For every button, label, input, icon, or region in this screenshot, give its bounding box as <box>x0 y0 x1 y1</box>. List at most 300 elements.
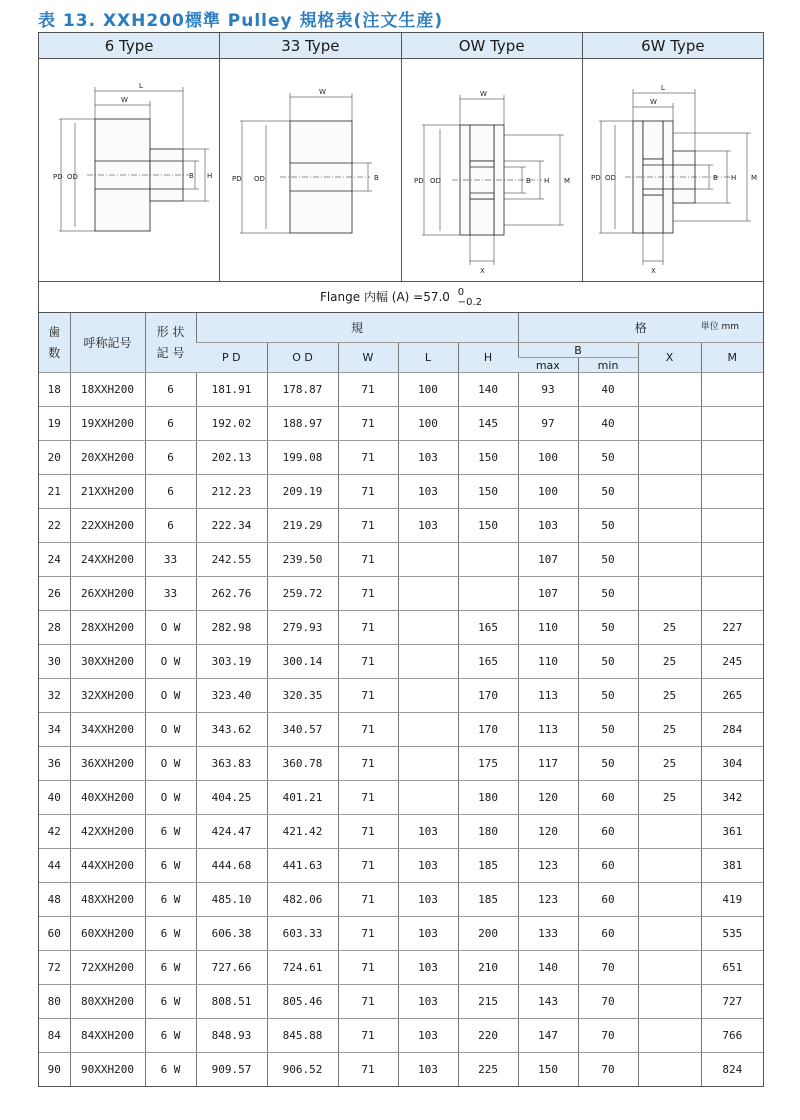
od-cell: 209.19 <box>267 475 338 509</box>
dim-od-label: OD <box>429 177 441 185</box>
w-cell: 71 <box>338 1019 398 1053</box>
table-row <box>39 951 763 985</box>
b-min-cell: 60 <box>578 917 638 951</box>
pd-cell: 485.10 <box>196 883 267 917</box>
spec-table <box>39 313 763 1086</box>
spec-table-body <box>39 373 763 1087</box>
drawing-33-type <box>220 59 401 281</box>
b-min-cell: 50 <box>578 747 638 781</box>
designation-cell: 20XXH200 <box>70 441 145 475</box>
table-row <box>39 645 763 679</box>
h-cell: 225 <box>458 1053 518 1087</box>
b-max-header: max <box>518 358 578 373</box>
l-cell: 103 <box>398 815 458 849</box>
shape-code-cell: 6 W <box>145 815 196 849</box>
drawing-6w-type <box>583 59 763 281</box>
drawing-6-type <box>39 59 220 281</box>
designation-cell: 21XXH200 <box>70 475 145 509</box>
shape-code-cell: O W <box>145 611 196 645</box>
l-cell <box>398 543 458 577</box>
m-cell: 651 <box>701 951 763 985</box>
teeth-count-cell: 80 <box>39 985 70 1019</box>
dim-pd-label: PD <box>232 175 242 183</box>
pulley-6w-type-drawing <box>583 59 764 281</box>
designation-cell: 44XXH200 <box>70 849 145 883</box>
l-cell: 103 <box>398 509 458 543</box>
b-max-cell: 133 <box>518 917 578 951</box>
table-row <box>39 373 763 407</box>
b-max-cell: 143 <box>518 985 578 1019</box>
b-max-cell: 147 <box>518 1019 578 1053</box>
m-cell <box>701 373 763 407</box>
h-cell: 140 <box>458 373 518 407</box>
shape-code-cell: 33 <box>145 543 196 577</box>
l-cell: 103 <box>398 1019 458 1053</box>
teeth-count-cell: 30 <box>39 645 70 679</box>
m-cell: 766 <box>701 1019 763 1053</box>
shape-code-cell: O W <box>145 645 196 679</box>
teeth-count-cell: 40 <box>39 781 70 815</box>
designation-cell: 24XXH200 <box>70 543 145 577</box>
table-row <box>39 917 763 951</box>
table-row <box>39 509 763 543</box>
l-cell: 100 <box>398 407 458 441</box>
dim-b-label: B <box>374 174 380 182</box>
dim-h-label: H <box>543 177 549 185</box>
pd-cell: 323.40 <box>196 679 267 713</box>
m-cell: 304 <box>701 747 763 781</box>
pd-cell: 282.98 <box>196 611 267 645</box>
pd-cell: 303.19 <box>196 645 267 679</box>
pd-cell: 212.23 <box>196 475 267 509</box>
x-cell <box>638 1053 701 1087</box>
b-min-cell: 70 <box>578 1053 638 1087</box>
od-cell: 279.93 <box>267 611 338 645</box>
shape-code-cell: 6 W <box>145 1053 196 1087</box>
designation-cell: 22XXH200 <box>70 509 145 543</box>
x-cell: 25 <box>638 611 701 645</box>
od-cell: 906.52 <box>267 1053 338 1087</box>
b-min-cell: 50 <box>578 441 638 475</box>
spec-sheet <box>38 32 764 1087</box>
pulley-6-type-drawing <box>39 59 220 281</box>
h-cell: 150 <box>458 509 518 543</box>
shape-code-cell: 6 <box>145 475 196 509</box>
teeth-count-cell: 34 <box>39 713 70 747</box>
pd-cell: 606.38 <box>196 917 267 951</box>
teeth-count-cell: 26 <box>39 577 70 611</box>
teeth-count-cell: 36 <box>39 747 70 781</box>
b-min-cell: 70 <box>578 951 638 985</box>
shape-code-cell: 6 <box>145 509 196 543</box>
designation-cell: 80XXH200 <box>70 985 145 1019</box>
od-cell: 805.46 <box>267 985 338 1019</box>
page-title: 表 13. XXH200標準 Pulley 規格表(注文生産) <box>38 11 444 31</box>
l-cell: 103 <box>398 917 458 951</box>
shape-code-cell: 6 <box>145 441 196 475</box>
table-row <box>39 747 763 781</box>
pulley-ow-type-drawing <box>402 59 583 281</box>
flange-tolerance <box>458 288 482 308</box>
pd-cell: 343.62 <box>196 713 267 747</box>
h-cell: 165 <box>458 645 518 679</box>
od-cell: 603.33 <box>267 917 338 951</box>
b-max-cell: 103 <box>518 509 578 543</box>
table-row <box>39 407 763 441</box>
m-cell <box>701 509 763 543</box>
b-min-cell: 60 <box>578 815 638 849</box>
w-cell: 71 <box>338 951 398 985</box>
w-header: W <box>338 343 398 373</box>
pd-cell: 909.57 <box>196 1053 267 1087</box>
b-max-cell: 107 <box>518 543 578 577</box>
designation-cell: 72XXH200 <box>70 951 145 985</box>
b-max-cell: 123 <box>518 849 578 883</box>
od-cell: 845.88 <box>267 1019 338 1053</box>
l-cell: 103 <box>398 441 458 475</box>
designation-cell: 48XXH200 <box>70 883 145 917</box>
w-cell: 71 <box>338 679 398 713</box>
x-cell <box>638 985 701 1019</box>
b-max-cell: 97 <box>518 407 578 441</box>
type-ow-heading: OW Type <box>402 33 583 59</box>
l-cell: 100 <box>398 373 458 407</box>
dim-w-label: W <box>121 96 128 104</box>
flange-tol-upper: 0 <box>457 286 465 298</box>
designation-cell: 40XXH200 <box>70 781 145 815</box>
b-min-cell: 70 <box>578 985 638 1019</box>
teeth-count-cell: 19 <box>39 407 70 441</box>
od-cell: 178.87 <box>267 373 338 407</box>
h-cell: 220 <box>458 1019 518 1053</box>
teeth-count-cell: 32 <box>39 679 70 713</box>
shape-code-cell: O W <box>145 713 196 747</box>
designation-cell: 36XXH200 <box>70 747 145 781</box>
dim-m-label: M <box>750 174 757 182</box>
h-cell: 185 <box>458 883 518 917</box>
shape-code-cell: 33 <box>145 577 196 611</box>
teeth-count-cell: 72 <box>39 951 70 985</box>
spec-group-left: 規 <box>196 313 518 343</box>
x-cell <box>638 407 701 441</box>
m-cell: 727 <box>701 985 763 1019</box>
b-max-cell: 120 <box>518 815 578 849</box>
teeth-count-cell: 90 <box>47 1063 61 1076</box>
b-max-cell: 140 <box>518 951 578 985</box>
flange-note <box>39 282 763 313</box>
x-cell <box>638 373 701 407</box>
shape-code-cell: 6 W <box>145 917 196 951</box>
teeth-count-cell: 20 <box>39 441 70 475</box>
shape-code-cell: 6 W <box>145 849 196 883</box>
b-min-cell: 40 <box>578 407 638 441</box>
m-cell: 284 <box>701 713 763 747</box>
w-cell: 71 <box>338 543 398 577</box>
dim-od-label: OD <box>67 173 78 181</box>
b-min-cell: 50 <box>578 509 638 543</box>
x-cell: 25 <box>638 679 701 713</box>
dim-w-label: W <box>319 88 327 96</box>
x-cell <box>638 883 701 917</box>
m-cell: 824 <box>701 1053 763 1087</box>
shape-code-cell: 6 W <box>145 951 196 985</box>
m-cell <box>701 577 763 611</box>
teeth-count-cell: 44 <box>39 849 70 883</box>
x-cell: 25 <box>638 747 701 781</box>
w-cell: 71 <box>338 713 398 747</box>
shape-code-header: 形 状 記 号 <box>145 313 196 373</box>
m-cell: 342 <box>701 781 763 815</box>
drawing-ow-type <box>402 59 583 281</box>
m-cell <box>701 441 763 475</box>
od-cell: 188.97 <box>267 407 338 441</box>
flange-text: Flange 内幅 (A) =57.0 <box>319 290 450 304</box>
m-cell <box>701 543 763 577</box>
h-cell: 170 <box>458 679 518 713</box>
l-cell <box>398 679 458 713</box>
m-cell <box>701 407 763 441</box>
designation-header: 呼称記号 <box>70 313 145 373</box>
od-cell: 421.42 <box>267 815 338 849</box>
w-cell: 71 <box>338 475 398 509</box>
b-max-cell: 113 <box>518 713 578 747</box>
b-min-cell: 60 <box>578 849 638 883</box>
h-cell <box>458 543 518 577</box>
spec-group-right-label: 格 <box>634 321 647 335</box>
w-cell: 71 <box>338 407 398 441</box>
h-cell: 185 <box>458 849 518 883</box>
b-min-cell: 50 <box>578 543 638 577</box>
type-33-heading: 33 Type <box>220 33 401 59</box>
b-max-cell: 113 <box>518 679 578 713</box>
w-cell: 71 <box>338 815 398 849</box>
b-header: B <box>518 343 638 358</box>
w-cell: 71 <box>338 509 398 543</box>
pulley-33-type-drawing <box>220 59 401 281</box>
shape-code-cell: 6 W <box>145 985 196 1019</box>
od-header: O D <box>267 343 338 373</box>
pd-cell: 181.91 <box>196 373 267 407</box>
dim-b-label: B <box>712 174 718 182</box>
x-header: X <box>638 343 701 373</box>
shape-code-cell: O W <box>145 781 196 815</box>
m-cell: 361 <box>701 815 763 849</box>
designation-cell: 19XXH200 <box>70 407 145 441</box>
od-cell: 239.50 <box>267 543 338 577</box>
b-min-cell: 50 <box>578 475 638 509</box>
w-cell: 71 <box>338 645 398 679</box>
teeth-count-cell: 22 <box>39 509 70 543</box>
table-row <box>39 713 763 747</box>
dim-h-label: H <box>207 172 213 180</box>
dim-od-label: OD <box>604 174 616 182</box>
designation-cell: 28XXH200 <box>70 611 145 645</box>
od-cell: 300.14 <box>267 645 338 679</box>
pd-cell: 262.76 <box>196 577 267 611</box>
h-cell: 170 <box>458 713 518 747</box>
l-cell <box>398 713 458 747</box>
teeth-header: 歯 数 <box>39 313 70 373</box>
teeth-count-cell: 48 <box>39 883 70 917</box>
l-cell: 103 <box>398 1053 458 1087</box>
table-row <box>39 475 763 509</box>
shape-code-cell: 6 W <box>145 883 196 917</box>
h-cell: 200 <box>458 917 518 951</box>
w-cell: 71 <box>338 985 398 1019</box>
x-cell: 25 <box>638 781 701 815</box>
dim-l-label: L <box>139 82 143 90</box>
b-min-cell: 60 <box>578 883 638 917</box>
od-cell: 219.29 <box>267 509 338 543</box>
type-header-row <box>39 33 763 59</box>
w-cell: 71 <box>338 849 398 883</box>
b-min-header: min <box>578 358 638 373</box>
m-cell: 245 <box>701 645 763 679</box>
dim-b-label: B <box>189 172 194 180</box>
shape-code-cell: O W <box>145 679 196 713</box>
table-row <box>39 985 763 1019</box>
table-row <box>39 849 763 883</box>
designation-cell: 90XXH200 <box>70 1053 145 1087</box>
teeth-count-cell: 24 <box>39 543 70 577</box>
h-cell: 165 <box>458 611 518 645</box>
table-row <box>39 441 763 475</box>
shape-code-cell: 6 W <box>145 1019 196 1053</box>
m-cell: 419 <box>701 883 763 917</box>
h-cell: 150 <box>458 475 518 509</box>
l-cell <box>398 611 458 645</box>
dim-od-label: OD <box>254 175 266 183</box>
l-cell <box>398 645 458 679</box>
od-cell: 340.57 <box>267 713 338 747</box>
x-cell <box>638 951 701 985</box>
type-6w-heading: 6W Type <box>583 33 763 59</box>
designation-cell: 84XXH200 <box>70 1019 145 1053</box>
b-max-cell: 120 <box>518 781 578 815</box>
x-cell <box>638 441 701 475</box>
l-cell <box>398 577 458 611</box>
h-cell: 215 <box>458 985 518 1019</box>
b-min-cell: 50 <box>578 679 638 713</box>
shape-code-cell: 6 <box>145 373 196 407</box>
dim-h-label: H <box>730 174 737 182</box>
b-min-cell: 40 <box>578 373 638 407</box>
designation-cell: 26XXH200 <box>70 577 145 611</box>
od-cell: 482.06 <box>267 883 338 917</box>
l-cell: 103 <box>398 951 458 985</box>
l-cell: 103 <box>398 475 458 509</box>
pd-cell: 363.83 <box>196 747 267 781</box>
h-cell <box>458 577 518 611</box>
h-cell: 145 <box>458 407 518 441</box>
m-cell: 535 <box>701 917 763 951</box>
b-min-cell: 50 <box>578 611 638 645</box>
w-cell: 71 <box>338 373 398 407</box>
table-row <box>39 1053 763 1087</box>
x-cell: 25 <box>638 645 701 679</box>
l-cell <box>398 781 458 815</box>
b-min-cell: 50 <box>578 645 638 679</box>
b-max-cell: 93 <box>518 373 578 407</box>
b-max-cell: 110 <box>518 611 578 645</box>
dim-pd-label: PD <box>413 177 424 185</box>
pd-header: P D <box>196 343 267 373</box>
designation-cell: 34XXH200 <box>70 713 145 747</box>
h-cell: 175 <box>458 747 518 781</box>
b-max-cell: 110 <box>518 645 578 679</box>
w-cell: 71 <box>338 917 398 951</box>
pd-cell: 808.51 <box>196 985 267 1019</box>
l-cell: 103 <box>398 883 458 917</box>
l-cell: 103 <box>398 985 458 1019</box>
table-row <box>39 679 763 713</box>
m-header: M <box>701 343 763 373</box>
table-row <box>39 815 763 849</box>
designation-cell: 30XXH200 <box>70 645 145 679</box>
pd-cell: 848.93 <box>196 1019 267 1053</box>
l-header: L <box>398 343 458 373</box>
pd-cell: 242.55 <box>196 543 267 577</box>
table-row <box>39 543 763 577</box>
od-cell: 259.72 <box>267 577 338 611</box>
x-cell <box>638 475 701 509</box>
table-row <box>39 1019 763 1053</box>
od-cell: 724.61 <box>267 951 338 985</box>
od-cell: 320.35 <box>267 679 338 713</box>
designation-cell: 42XXH200 <box>70 815 145 849</box>
h-cell: 180 <box>458 815 518 849</box>
pd-cell: 727.66 <box>196 951 267 985</box>
b-max-cell: 100 <box>518 441 578 475</box>
dim-b-label: B <box>525 177 531 185</box>
dim-pd-label: PD <box>53 173 63 181</box>
h-header: H <box>458 343 518 373</box>
dim-l-label: L <box>660 84 665 92</box>
od-cell: 441.63 <box>267 849 338 883</box>
teeth-count-cell: 84 <box>39 1019 70 1053</box>
x-cell: 25 <box>638 713 701 747</box>
m-cell: 381 <box>701 849 763 883</box>
h-cell: 180 <box>458 781 518 815</box>
dim-x-label: X <box>650 267 656 275</box>
b-max-cell: 107 <box>518 577 578 611</box>
x-cell <box>638 1019 701 1053</box>
flange-tol-lower: −0.2 <box>457 296 483 308</box>
dim-w-label: W <box>649 98 657 106</box>
table-row <box>39 611 763 645</box>
dim-m-label: M <box>563 177 570 185</box>
w-cell: 71 <box>338 577 398 611</box>
teeth-count-cell: 28 <box>39 611 70 645</box>
b-max-cell: 100 <box>518 475 578 509</box>
x-cell <box>638 509 701 543</box>
dim-pd-label: PD <box>590 174 601 182</box>
b-max-cell: 150 <box>518 1053 578 1087</box>
table-row <box>39 883 763 917</box>
x-cell <box>638 849 701 883</box>
b-min-cell: 50 <box>578 577 638 611</box>
w-cell: 71 <box>338 1053 398 1087</box>
teeth-count-cell: 21 <box>39 475 70 509</box>
pd-cell: 424.47 <box>196 815 267 849</box>
od-cell: 401.21 <box>267 781 338 815</box>
type-6-heading: 6 Type <box>39 33 220 59</box>
w-cell: 71 <box>338 883 398 917</box>
table-row <box>39 577 763 611</box>
m-cell <box>701 475 763 509</box>
table-row <box>39 781 763 815</box>
teeth-count-cell: 60 <box>39 917 70 951</box>
